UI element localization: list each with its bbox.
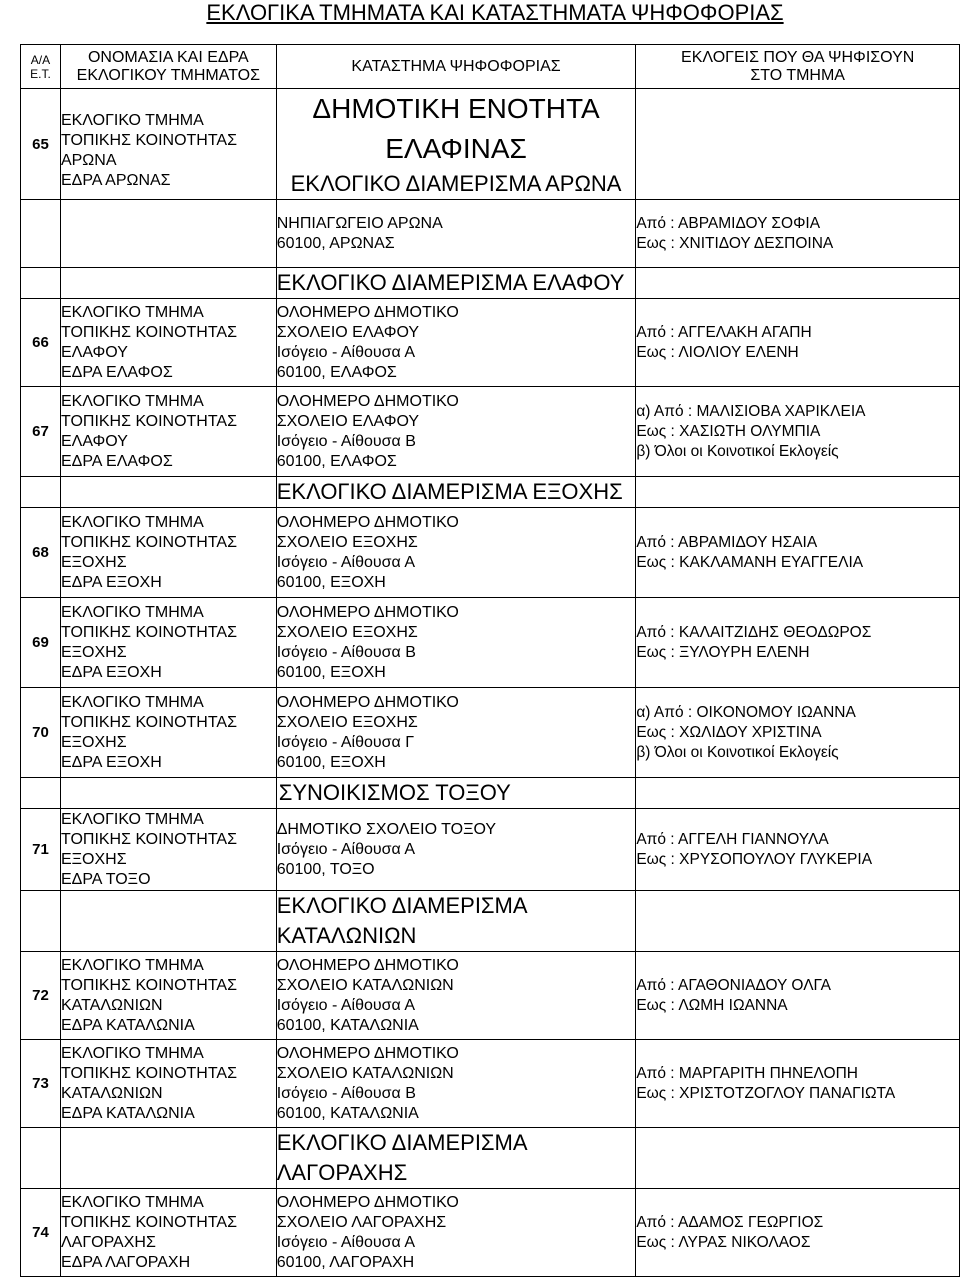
voters-range: Από : ΑΒΡΑΜΙΔΟΥ ΗΣΑΙΑ Εως : ΚΑΚΛΑΜΑΝΗ ΕΥΑΓΓΕΛΙΑ — [636, 508, 960, 598]
station-info: ΟΛΟΗΜΕΡΟ ΔΗΜΟΤΙΚΟ ΣΧΟΛΕΙΟ ΕΞΟΧΗΣ Ισόγειο - Αίθουσα Γ 60100, ΕΞΟΧΗ — [276, 688, 636, 778]
station-info: ΟΛΟΗΜΕΡΟ ΔΗΜΟΤΙΚΟ ΣΧΟΛΕΙΟ ΚΑΤΑΛΩΝΙΩΝ Ισόγειο - Αίθουσα Β 60100, ΚΑΤΑΛΩΝΙΑ — [276, 1040, 636, 1128]
table-row — [21, 952, 960, 1040]
district-lagorachis: ΕΚΛΟΓΙΚΟ ΔΙΑΜΕΡΙΣΜΑ ΛΑΓΟΡΑΧΗΣ — [276, 1128, 636, 1189]
section-name: ΕΚΛΟΓΙΚΟ ΤΜΗΜΑ ΤΟΠΙΚΗΣ ΚΟΙΝΟΤΗΤΑΣ ΕΞΟΧΗΣ ΕΔΡΑ ΤΟΞΟ — [60, 809, 276, 891]
row-number: 66 — [21, 299, 61, 387]
district-row — [21, 477, 960, 508]
station-info: ΔΗΜΟΤΙΚΟ ΣΧΟΛΕΙΟ ΤΟΞΟΥ Ισόγειο - Αίθουσα Α 60100, ΤΟΞΟ — [276, 809, 636, 891]
row-number: 74 — [21, 1189, 61, 1277]
district-exochis: ΕΚΛΟΓΙΚΟ ΔΙΑΜΕΡΙΣΜΑ ΕΞΟΧΗΣ — [276, 477, 636, 508]
district-arona: ΕΚΛΟΓΙΚΟ ΔΙΑΜΕΡΙΣΜΑ ΑΡΩΝΑ — [290, 171, 622, 196]
row-number: 70 — [21, 688, 61, 778]
document-title: ΕΚΛΟΓΙΚΑ ΤΜΗΜΑΤΑ ΚΑΙ ΚΑΤΑΣΤΗΜΑΤΑ ΨΗΦΟΦΟΡΙΑΣ — [206, 0, 784, 25]
district-elafou: ΕΚΛΟΓΙΚΟ ΔΙΑΜΕΡΙΣΜΑ ΕΛΑΦΟΥ — [276, 268, 636, 299]
station-info: ΟΛΟΗΜΕΡΟ ΔΗΜΟΤΙΚΟ ΣΧΟΛΕΙΟ ΕΛΑΦΟΥ Ισόγειο - Αίθουσα Β 60100, ΕΛΑΦΟΣ — [276, 387, 636, 477]
voters-range: Από : ΑΒΡΑΜΙΔΟΥ ΣΟΦΙΑ Εως : ΧΝΙΤΙΔΟΥ ΔΕΣΠΟΙΝΑ — [636, 200, 960, 268]
header-voters: ΕΚΛΟΓΕΙΣ ΠΟΥ ΘΑ ΨΗΦΙΣΟΥΝ ΣΤΟ ΤΜΗΜΑ — [636, 45, 960, 89]
district-katalonion: ΕΚΛΟΓΙΚΟ ΔΙΑΜΕΡΙΣΜΑ ΚΑΤΑΛΩΝΙΩΝ — [276, 891, 636, 952]
row-number: 67 — [21, 387, 61, 477]
table-row — [21, 1189, 960, 1277]
section-name: ΕΚΛΟΓΙΚΟ ΤΜΗΜΑ ΤΟΠΙΚΗΣ ΚΟΙΝΟΤΗΤΑΣ ΛΑΓΟΡΑΧΗΣ ΕΔΡΑ ΛΑΓΟΡΑΧΗ — [60, 1189, 276, 1277]
station-info: ΟΛΟΗΜΕΡΟ ΔΗΜΟΤΙΚΟ ΣΧΟΛΕΙΟ ΚΑΤΑΛΩΝΙΩΝ Ισόγειο - Αίθουσα Α 60100, ΚΑΤΑΛΩΝΙΑ — [276, 952, 636, 1040]
table-row — [21, 387, 960, 477]
section-name: ΕΚΛΟΓΙΚΟ ΤΜΗΜΑ ΤΟΠΙΚΗΣ ΚΟΙΝΟΤΗΤΑΣ ΕΞΟΧΗΣ ΕΔΡΑ ΕΞΟΧΗ — [60, 688, 276, 778]
section-name: ΕΚΛΟΓΙΚΟ ΤΜΗΜΑ ΤΟΠΙΚΗΣ ΚΟΙΝΟΤΗΤΑΣ ΚΑΤΑΛΩΝΙΩΝ ΕΔΡΑ ΚΑΤΑΛΩΝΙΑ — [60, 1040, 276, 1128]
row-number: 71 — [21, 809, 61, 891]
voters-range: Από : ΑΓΓΕΛΑΚΗ ΑΓΑΠΗ Εως : ΛΙΟΛΙΟΥ ΕΛΕΝΗ — [636, 299, 960, 387]
section-name: ΕΚΛΟΓΙΚΟ ΤΜΗΜΑ ΤΟΠΙΚΗΣ ΚΟΙΝΟΤΗΤΑΣ ΑΡΩΝΑ ΕΔΡΑ ΑΡΩΝΑΣ — [60, 89, 276, 200]
row-number: 68 — [21, 508, 61, 598]
table-row — [21, 688, 960, 778]
unit-title: ΔΗΜΟΤΙΚΗ ΕΝΟΤΗΤΑ ΕΛΑΦΙΝΑΣ — [312, 93, 600, 164]
row-number: 69 — [21, 598, 61, 688]
district-row — [21, 778, 960, 809]
row-number: 73 — [21, 1040, 61, 1128]
row-number: 65 — [21, 89, 61, 200]
voters-range: α) Από : ΟΙΚΟΝΟΜΟΥ ΙΩΑΝΝΑ Εως : ΧΩΛΙΔΟΥ ΧΡΙΣΤΙΝΑ β) Όλοι οι Κοινοτικοί Εκλογείς — [636, 688, 960, 778]
district-row — [21, 1128, 960, 1189]
station-info: ΝΗΠΙΑΓΩΓΕΙΟ ΑΡΩΝΑ 60100, ΑΡΩΝΑΣ — [276, 200, 636, 268]
polling-stations-table — [20, 44, 960, 1277]
section-name: ΕΚΛΟΓΙΚΟ ΤΜΗΜΑ ΤΟΠΙΚΗΣ ΚΟΙΝΟΤΗΤΑΣ ΕΞΟΧΗΣ ΕΔΡΑ ΕΞΟΧΗ — [60, 598, 276, 688]
table-row — [21, 299, 960, 387]
section-name: ΕΚΛΟΓΙΚΟ ΤΜΗΜΑ ΤΟΠΙΚΗΣ ΚΟΙΝΟΤΗΤΑΣ ΕΛΑΦΟΥ ΕΔΡΑ ΕΛΑΦΟΣ — [60, 299, 276, 387]
section-name: ΕΚΛΟΓΙΚΟ ΤΜΗΜΑ ΤΟΠΙΚΗΣ ΚΟΙΝΟΤΗΤΑΣ ΕΞΟΧΗΣ ΕΔΡΑ ΕΞΟΧΗ — [60, 508, 276, 598]
voters-range: Από : ΑΓΓΕΛΗ ΓΙΑΝΝΟΥΛΑ Εως : ΧΡΥΣΟΠΟΥΛΟΥ ΓΛΥΚΕΡΙΑ — [636, 809, 960, 891]
voters-range: α) Από : ΜΑΛΙΣΙΟΒΑ ΧΑΡΙΚΛΕΙΑ Εως : ΧΑΣΙΩΤΗ ΟΛΥΜΠΙΑ β) Όλοι οι Κοινοτικοί Εκλογείς — [636, 387, 960, 477]
station-info: ΟΛΟΗΜΕΡΟ ΔΗΜΟΤΙΚΟ ΣΧΟΛΕΙΟ ΕΛΑΦΟΥ Ισόγειο - Αίθουσα Α 60100, ΕΛΑΦΟΣ — [276, 299, 636, 387]
station-info: ΟΛΟΗΜΕΡΟ ΔΗΜΟΤΙΚΟ ΣΧΟΛΕΙΟ ΛΑΓΟΡΑΧΗΣ Ισόγειο - Αίθουσα Α 60100, ΛΑΓΟΡΑΧΗ — [276, 1189, 636, 1277]
header-row — [21, 45, 960, 89]
section-name: ΕΚΛΟΓΙΚΟ ΤΜΗΜΑ ΤΟΠΙΚΗΣ ΚΟΙΝΟΤΗΤΑΣ ΚΑΤΑΛΩΝΙΩΝ ΕΔΡΑ ΚΑΤΑΛΩΝΙΑ — [60, 952, 276, 1040]
section-name: ΕΚΛΟΓΙΚΟ ΤΜΗΜΑ ΤΟΠΙΚΗΣ ΚΟΙΝΟΤΗΤΑΣ ΕΛΑΦΟΥ ΕΔΡΑ ΕΛΑΦΟΣ — [60, 387, 276, 477]
table-row — [21, 89, 960, 200]
table-row — [21, 200, 960, 268]
voters-range: Από : ΑΓΑΘΟΝΙΑΔΟΥ ΟΛΓΑ Εως : ΛΩΜΗ ΙΩΑΝΝΑ — [636, 952, 960, 1040]
station-info: ΟΛΟΗΜΕΡΟ ΔΗΜΟΤΙΚΟ ΣΧΟΛΕΙΟ ΕΞΟΧΗΣ Ισόγειο - Αίθουσα Β 60100, ΕΞΟΧΗ — [276, 598, 636, 688]
table-row — [21, 1040, 960, 1128]
station-info: ΟΛΟΗΜΕΡΟ ΔΗΜΟΤΙΚΟ ΣΧΟΛΕΙΟ ΕΞΟΧΗΣ Ισόγειο - Αίθουσα Α 60100, ΕΞΟΧΗ — [276, 508, 636, 598]
header-aa: Α/Α Ε.Τ. — [21, 45, 61, 89]
table-row — [21, 508, 960, 598]
district-toxou: ΣΥΝΟΙΚΙΣΜΟΣ ΤΟΞΟΥ — [276, 778, 636, 809]
voters-range: Από : ΜΑΡΓΑΡΙΤΗ ΠΗΝΕΛΟΠΗ Εως : ΧΡΙΣΤΟΤΖΟΓΛΟΥ ΠΑΝΑΓΙΩΤΑ — [636, 1040, 960, 1128]
voters-range: Από : ΑΔΑΜΟΣ ΓΕΩΡΓΙΟΣ Εως : ΛΥΡΑΣ ΝΙΚΟΛΑΟΣ — [636, 1189, 960, 1277]
district-row — [21, 891, 960, 952]
table-row — [21, 598, 960, 688]
row-number: 72 — [21, 952, 61, 1040]
voters-range: Από : ΚΑΛΑΙΤΖΙΔΗΣ ΘΕΟΔΩΡΟΣ Εως : ΞΥΛΟΥΡΗ ΕΛΕΝΗ — [636, 598, 960, 688]
table-row — [21, 809, 960, 891]
district-row — [21, 268, 960, 299]
header-name: ΟΝΟΜΑΣΙΑ ΚΑΙ ΕΔΡΑ ΕΚΛΟΓΙΚΟΥ ΤΜΗΜΑΤΟΣ — [60, 45, 276, 89]
header-station: ΚΑΤΑΣΤΗΜΑ ΨΗΦΟΦΟΡΙΑΣ — [276, 45, 636, 89]
